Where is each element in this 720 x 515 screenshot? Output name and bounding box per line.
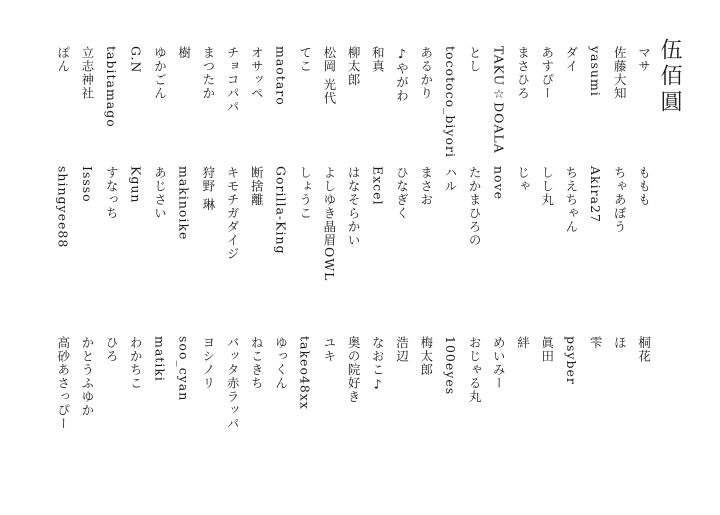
name-entry: バッタ赤ラッパ xyxy=(225,336,241,431)
name-entry: 浩辺 xyxy=(394,336,410,363)
name-entry: 和真 xyxy=(370,46,386,73)
name-entry: Kgun xyxy=(128,166,144,204)
name-entry: Gorilla-King xyxy=(273,166,289,255)
name-entry: ちゃあぼう xyxy=(612,166,628,234)
name-entry: Akira27 xyxy=(588,166,604,223)
name-entry: おじゃる丸 xyxy=(467,336,483,404)
name-entry: psyber xyxy=(563,336,579,385)
name-entry: Excel xyxy=(370,166,386,206)
name-entry: nove xyxy=(491,166,507,201)
name-entry: G.N xyxy=(128,46,144,74)
name-entry: 断捨離 xyxy=(249,166,265,207)
name-entry: 高砂あさっぴー xyxy=(55,336,71,431)
name-entry: しし丸 xyxy=(539,166,555,207)
name-entry: 柳太郎 xyxy=(346,46,362,87)
name-entry: あすぴー xyxy=(539,46,555,100)
name-entry: Issso xyxy=(79,166,95,203)
name-entry: しょうこ xyxy=(297,166,313,220)
name-entry: キモチガダイジ xyxy=(225,166,241,261)
name-entry: 眞田 xyxy=(539,336,555,363)
name-entry: たかまひろの xyxy=(467,166,483,247)
name-entry: ももも xyxy=(636,166,652,207)
name-entry: shingyee88 xyxy=(55,166,71,249)
name-entry: 立志神社 xyxy=(79,46,95,100)
name-entry: てこ xyxy=(297,46,313,73)
name-entry: なおこ♪ xyxy=(370,336,386,393)
name-entry: すなっち xyxy=(104,166,120,220)
name-entry: 狩野 琳 xyxy=(200,166,216,212)
name-entry: 雫 xyxy=(588,336,604,350)
name-entry: あじさい xyxy=(152,166,168,220)
name-entry: ほ xyxy=(612,336,628,350)
name-entry: まさお xyxy=(418,166,434,207)
name-entry: TAKU☆DOALA xyxy=(491,46,507,154)
name-entry: takeo48xx xyxy=(297,336,313,410)
name-entry: まさひろ xyxy=(515,46,531,100)
name-entry: よしゆき晶眉OWL xyxy=(321,166,337,282)
name-entry: ゆかごん xyxy=(152,46,168,100)
name-entry: ユキ xyxy=(321,336,337,363)
name-entry: 絆 xyxy=(515,336,531,350)
name-entry: あるかり xyxy=(418,46,434,100)
name-entry: soo_cyan xyxy=(176,336,192,402)
name-entry: 100eyes xyxy=(442,336,458,396)
name-entry: ヨシノリ xyxy=(200,336,216,390)
name-entry: めいみー xyxy=(491,336,507,390)
name-entry: わかちこ xyxy=(128,336,144,390)
name-entry: ひなぎく xyxy=(394,166,410,220)
name-entry: ねこきち xyxy=(249,336,265,390)
name-entry: tocotoco_biyori xyxy=(442,46,458,158)
name-entry: 佐藤大知 xyxy=(612,46,628,100)
name-entry: 樹 xyxy=(176,46,192,60)
name-entry: じゃ xyxy=(515,166,531,193)
name-entry: 桐花 xyxy=(636,336,652,363)
name-entry: 松岡 光代 xyxy=(321,46,337,105)
name-entry: makinoike xyxy=(176,166,192,241)
name-entry: tabitamago xyxy=(104,46,120,128)
name-entry: まつたか xyxy=(200,46,216,100)
name-entry: yasumi xyxy=(588,46,604,97)
name-entry: ちえちゃん xyxy=(563,166,579,234)
name-entry: かとうふゆか xyxy=(79,336,95,417)
name-entry: 梅太郎 xyxy=(418,336,434,377)
name-entry: ♪やがわ xyxy=(394,46,410,103)
name-entry: 奥の院好き xyxy=(346,336,362,404)
name-entry: matiki xyxy=(152,336,168,382)
name-entry: ひろ xyxy=(104,336,120,363)
name-entry: はなそらかい xyxy=(346,166,362,247)
name-entry: ゆっくん xyxy=(273,336,289,390)
name-entry: ハル xyxy=(442,166,458,193)
name-entry: マサ xyxy=(636,46,652,73)
name-entry: とし xyxy=(467,46,483,73)
name-entry: チョコパパ xyxy=(225,46,241,114)
page-title: 伍佰圓 xyxy=(657,38,682,116)
name-entry: ダイ xyxy=(563,46,579,73)
name-entry: maotaro xyxy=(273,46,289,106)
name-entry: オサッペ xyxy=(249,46,265,100)
name-entry: ぽん xyxy=(55,46,71,73)
